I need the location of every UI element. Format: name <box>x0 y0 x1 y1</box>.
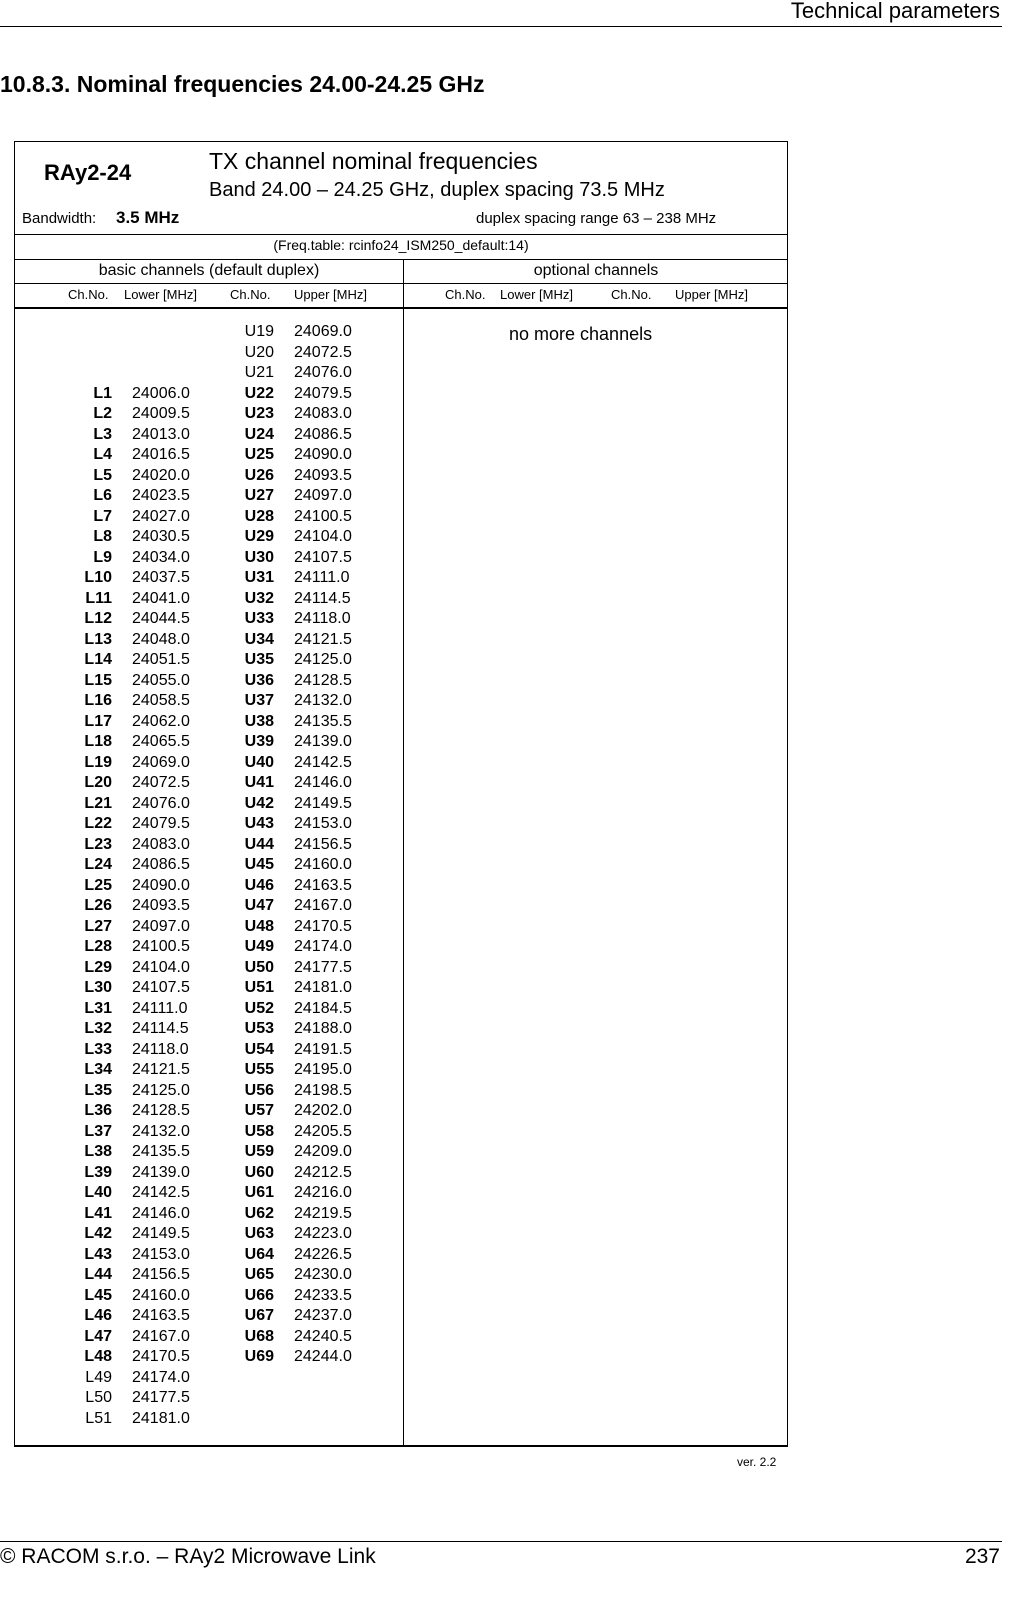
lower-channel-number: L9 <box>93 548 112 566</box>
lower-channel-frequency: 24016.5 <box>132 446 190 463</box>
lower-channel-frequency: 24167.0 <box>132 1327 190 1345</box>
lower-channel-number: L40 <box>84 1184 112 1201</box>
upper-channel-number: U44 <box>244 835 274 853</box>
upper-channel-number: U22 <box>244 384 274 402</box>
lower-channel-number: L37 <box>84 1122 112 1140</box>
upper-channel-frequency: 24149.5 <box>294 794 352 812</box>
upper-channel-frequency: 24163.5 <box>294 876 352 894</box>
lower-channel-number: L20 <box>84 774 112 791</box>
header-bottom-rule <box>15 307 787 309</box>
lower-channel-frequency: 24160.0 <box>132 1286 190 1304</box>
lower-channel-number: L14 <box>84 651 112 668</box>
lower-channel-number: L23 <box>84 835 112 853</box>
upper-channel-number: U49 <box>244 938 274 955</box>
lower-channel-number: L3 <box>93 425 112 443</box>
upper-channel-frequency: 24146.0 <box>294 774 352 791</box>
upper-channel-frequency: 24160.0 <box>294 856 352 873</box>
lower-channel-frequency: 24055.0 <box>132 671 190 689</box>
lower-channel-frequency: 24065.5 <box>132 733 190 750</box>
upper-channel-frequency: 24188.0 <box>294 1020 352 1037</box>
upper-channel-frequency: 24219.5 <box>294 1204 352 1222</box>
upper-channel-number: U46 <box>244 876 274 894</box>
lower-channel-number: L12 <box>84 610 112 627</box>
upper-channel-number: U64 <box>244 1245 274 1263</box>
lower-channel-number: L48 <box>84 1348 112 1365</box>
upper-channel-frequency: 24226.5 <box>294 1245 352 1263</box>
lower-channel-number: L45 <box>84 1286 112 1304</box>
lower-channel-number: L39 <box>84 1163 112 1181</box>
upper-channel-frequency: 24153.0 <box>294 815 352 832</box>
upper-channel-number: U67 <box>244 1307 274 1324</box>
lower-channel-number: L29 <box>84 958 112 976</box>
upper-channel-frequency: 24191.5 <box>294 1040 352 1058</box>
upper-channel-number: U41 <box>244 774 274 791</box>
lower-channel-number: L42 <box>84 1225 112 1242</box>
upper-channel-number: U61 <box>244 1184 274 1201</box>
upper-channel-number: U26 <box>244 466 274 484</box>
running-header: Technical parameters <box>790 0 1000 23</box>
lower-channel-number: L1 <box>93 384 112 402</box>
lower-channel-number: L8 <box>93 528 112 545</box>
upper-channel-frequency: 24195.0 <box>294 1061 352 1078</box>
col-header-upper: Upper [MHz] <box>294 287 367 302</box>
upper-channel-frequency: 24069.0 <box>294 323 352 340</box>
upper-channel-frequency: 24202.0 <box>294 1102 352 1119</box>
footer-rule <box>0 1541 1002 1542</box>
lower-channel-frequency: 24090.0 <box>132 876 190 894</box>
col-header-chno: Ch.No. <box>611 287 652 302</box>
upper-channel-frequency: 24223.0 <box>294 1225 352 1242</box>
upper-channel-number: U43 <box>244 815 274 832</box>
page-number: 237 <box>964 1545 1000 1568</box>
upper-channel-number: U57 <box>244 1102 274 1119</box>
upper-channel-frequency: 24125.0 <box>294 651 352 668</box>
upper-channel-frequency: 24170.5 <box>294 917 352 935</box>
upper-channel-frequency: 24135.5 <box>294 712 352 730</box>
upper-channel-frequency: 24086.5 <box>294 425 352 443</box>
lower-channel-frequency: 24076.0 <box>132 794 190 812</box>
lower-channel-number: L19 <box>84 753 112 771</box>
upper-channel-frequency: 24184.5 <box>294 999 352 1017</box>
lower-channel-number: L6 <box>93 487 112 504</box>
upper-channel-number: U45 <box>244 856 274 873</box>
upper-channel-number: U25 <box>244 446 274 463</box>
upper-channel-frequency: 24079.5 <box>294 384 352 402</box>
lower-channel-number: L35 <box>84 1081 112 1099</box>
upper-channel-frequency: 24072.5 <box>294 343 352 361</box>
upper-channel-number: U66 <box>244 1286 274 1304</box>
lower-channel-frequency: 24037.5 <box>132 569 190 586</box>
lower-channel-number: L33 <box>84 1040 112 1058</box>
upper-channel-frequency: 24104.0 <box>294 528 352 545</box>
upper-channel-number: U48 <box>244 917 274 935</box>
lower-channel-frequency: 24093.5 <box>132 897 190 914</box>
lower-channel-number: L15 <box>84 671 112 689</box>
upper-channel-number: U63 <box>244 1225 274 1242</box>
upper-channel-frequency: 24237.0 <box>294 1307 352 1324</box>
upper-channel-number: U54 <box>244 1040 274 1058</box>
upper-channel-number: U21 <box>244 364 274 381</box>
lower-channel-number: L28 <box>84 938 112 955</box>
lower-channel-number: L34 <box>84 1061 112 1078</box>
group-optional-header: optional channels <box>533 262 659 279</box>
lower-channel-frequency: 24177.5 <box>132 1389 190 1406</box>
upper-channel-number: U36 <box>244 671 274 689</box>
row-divider <box>15 283 787 284</box>
lower-channel-frequency: 24149.5 <box>132 1225 190 1242</box>
lower-channel-number: L44 <box>84 1266 112 1283</box>
bandwidth-value: 3.5 MHz <box>116 208 180 227</box>
lower-channel-number: L24 <box>84 856 112 873</box>
col-header-chno: Ch.No. <box>445 287 486 302</box>
lower-channel-number: L11 <box>85 589 112 607</box>
lower-channel-frequency: 24086.5 <box>132 856 190 873</box>
upper-channel-number: U53 <box>244 1020 274 1037</box>
group-basic-header: basic channels (default duplex) <box>98 262 320 279</box>
upper-channel-number: U59 <box>244 1143 274 1160</box>
upper-channel-frequency: 24114.5 <box>294 589 351 607</box>
lower-channel-frequency: 24044.5 <box>132 610 190 627</box>
col-header-chno: Ch.No. <box>68 287 109 302</box>
upper-channel-number: U51 <box>244 979 274 996</box>
upper-channel-frequency: 24230.0 <box>294 1266 352 1283</box>
lower-channel-frequency: 24163.5 <box>132 1307 190 1324</box>
version-label: ver. 2.2 <box>737 1455 777 1469</box>
row-divider <box>15 259 787 260</box>
upper-channel-number: U60 <box>244 1163 274 1181</box>
lower-channel-frequency: 24048.0 <box>132 630 190 648</box>
upper-channel-frequency: 24156.5 <box>294 835 352 853</box>
lower-channel-number: L26 <box>84 897 112 914</box>
table-title: TX channel nominal frequencies <box>209 148 538 174</box>
duplex-range: duplex spacing range 63 – 238 MHz <box>476 210 717 227</box>
lower-channel-frequency: 24128.5 <box>132 1102 190 1119</box>
upper-channel-number: U58 <box>244 1122 274 1140</box>
frequency-table <box>14 141 788 1447</box>
upper-channel-number: U42 <box>244 794 274 812</box>
lower-channel-number: L49 <box>85 1368 112 1386</box>
lower-channel-frequency: 24020.0 <box>132 466 190 484</box>
upper-channel-frequency: 24121.5 <box>294 630 352 648</box>
upper-channel-number: U38 <box>244 712 274 730</box>
upper-channel-number: U69 <box>244 1348 274 1365</box>
col-header-lower: Lower [MHz] <box>124 287 197 302</box>
lower-channel-number: L51 <box>85 1409 112 1427</box>
lower-channel-frequency: 24104.0 <box>132 958 190 976</box>
lower-channel-frequency: 24023.5 <box>132 487 190 504</box>
lower-channel-frequency: 24083.0 <box>132 835 190 853</box>
col-header-upper: Upper [MHz] <box>675 287 748 302</box>
upper-channel-number: U62 <box>244 1204 274 1222</box>
lower-channel-frequency: 24181.0 <box>132 1409 190 1427</box>
lower-channel-frequency: 24135.5 <box>132 1143 190 1160</box>
upper-channel-frequency: 24205.5 <box>294 1122 352 1140</box>
upper-channel-number: U65 <box>244 1266 274 1283</box>
band-line: Band 24.00 – 24.25 GHz, duplex spacing 73.5 MHz <box>209 179 665 201</box>
lower-channel-frequency: 24097.0 <box>132 917 190 935</box>
lower-channel-number: L38 <box>84 1143 112 1160</box>
upper-channel-number: U55 <box>244 1061 274 1078</box>
lower-channel-frequency: 24027.0 <box>132 507 190 525</box>
lower-channel-frequency: 24132.0 <box>132 1122 190 1140</box>
upper-channel-frequency: 24181.0 <box>294 979 352 996</box>
lower-channel-number: L5 <box>93 466 112 484</box>
section-title: 10.8.3. Nominal frequencies 24.00-24.25 GHz <box>0 71 485 97</box>
lower-channel-frequency: 24009.5 <box>132 405 190 422</box>
upper-channel-frequency: 24090.0 <box>294 446 352 463</box>
bandwidth-label: Bandwidth: <box>22 210 97 227</box>
lower-channel-number: L41 <box>84 1204 112 1222</box>
lower-channel-frequency: 24174.0 <box>132 1368 190 1386</box>
lower-channel-number: L18 <box>84 733 112 750</box>
upper-channel-frequency: 24216.0 <box>294 1184 352 1201</box>
lower-channel-frequency: 24079.5 <box>132 815 190 832</box>
upper-channel-number: U35 <box>244 651 274 668</box>
lower-channel-frequency: 24153.0 <box>132 1245 190 1263</box>
upper-channel-frequency: 24107.5 <box>294 548 352 566</box>
lower-channel-frequency: 24006.0 <box>132 384 190 402</box>
model-name: RAy2-24 <box>44 160 132 185</box>
lower-channel-frequency: 24111.0 <box>132 999 188 1017</box>
lower-channel-frequency: 24107.5 <box>132 979 190 996</box>
upper-channel-number: U27 <box>244 487 274 504</box>
upper-channel-frequency: 24128.5 <box>294 671 352 689</box>
lower-channel-frequency: 24100.5 <box>132 938 190 955</box>
no-more-channels: no more channels <box>509 324 653 344</box>
upper-channel-number: U47 <box>244 897 274 914</box>
lower-channel-number: L30 <box>84 979 112 996</box>
upper-channel-number: U39 <box>244 733 274 750</box>
lower-channel-number: L17 <box>84 712 112 730</box>
lower-channel-number: L27 <box>84 917 112 935</box>
lower-channel-number: L36 <box>84 1102 112 1119</box>
lower-channel-frequency: 24034.0 <box>132 548 190 566</box>
upper-channel-number: U34 <box>244 630 274 648</box>
upper-channel-number: U19 <box>244 323 274 340</box>
lower-channel-number: L47 <box>84 1327 112 1345</box>
upper-channel-frequency: 24198.5 <box>294 1081 352 1099</box>
upper-channel-frequency: 24244.0 <box>294 1348 352 1365</box>
lower-channel-frequency: 24030.5 <box>132 528 190 545</box>
upper-channel-frequency: 24209.0 <box>294 1143 352 1160</box>
upper-channel-frequency: 24132.0 <box>294 692 352 709</box>
upper-channel-number: U50 <box>244 958 274 976</box>
upper-channel-number: U40 <box>244 753 274 771</box>
lower-channel-frequency: 24121.5 <box>132 1061 190 1078</box>
upper-channel-frequency: 24233.5 <box>294 1286 352 1304</box>
lower-channel-number: L13 <box>84 630 112 648</box>
lower-channel-number: L46 <box>84 1307 112 1324</box>
upper-channel-frequency: 24177.5 <box>294 958 352 976</box>
upper-channel-number: U68 <box>244 1327 274 1345</box>
lower-channel-number: L32 <box>84 1020 112 1037</box>
lower-channel-frequency: 24118.0 <box>132 1040 189 1058</box>
lower-channel-frequency: 24156.5 <box>132 1266 190 1283</box>
lower-channel-frequency: 24142.5 <box>132 1184 190 1201</box>
row-divider <box>15 234 787 235</box>
upper-channel-number: U52 <box>244 999 274 1017</box>
lower-channel-number: L4 <box>93 446 112 463</box>
lower-channel-number: L7 <box>93 507 112 525</box>
upper-channel-frequency: 24212.5 <box>294 1163 352 1181</box>
lower-channel-number: L31 <box>84 999 112 1017</box>
upper-channel-number: U31 <box>244 569 274 586</box>
col-header-chno: Ch.No. <box>230 287 271 302</box>
column-divider <box>403 259 404 1446</box>
lower-channel-number: L22 <box>84 815 112 832</box>
upper-channel-frequency: 24111.0 <box>294 569 350 586</box>
lower-channel-number: L21 <box>84 794 112 812</box>
upper-channel-number: U23 <box>244 405 274 422</box>
lower-channel-frequency: 24170.5 <box>132 1348 190 1365</box>
upper-channel-number: U56 <box>244 1081 274 1099</box>
upper-channel-frequency: 24083.0 <box>294 405 352 422</box>
freq-table-id: (Freq.table: rcinfo24_ISM250_default:14) <box>273 237 529 253</box>
upper-channel-number: U30 <box>244 548 274 566</box>
upper-channel-number: U20 <box>244 343 274 361</box>
lower-channel-frequency: 24114.5 <box>132 1020 189 1037</box>
lower-channel-number: L10 <box>84 569 112 586</box>
lower-channel-number: L25 <box>84 876 112 894</box>
upper-channel-frequency: 24100.5 <box>294 507 352 525</box>
lower-channel-frequency: 24069.0 <box>132 753 190 771</box>
lower-channel-number: L2 <box>93 405 112 422</box>
upper-channel-number: U37 <box>244 692 274 709</box>
upper-channel-number: U33 <box>244 610 274 627</box>
upper-channel-number: U32 <box>244 589 274 607</box>
lower-channel-frequency: 24146.0 <box>132 1204 190 1222</box>
lower-channel-frequency: 24072.5 <box>132 774 190 791</box>
footer-copyright: © RACOM s.r.o. – RAy2 Microwave Link <box>0 1545 376 1568</box>
lower-channel-number: L16 <box>84 692 112 709</box>
upper-channel-frequency: 24240.5 <box>294 1327 352 1345</box>
lower-channel-frequency: 24041.0 <box>132 589 190 607</box>
upper-channel-frequency: 24093.5 <box>294 466 352 484</box>
upper-channel-frequency: 24118.0 <box>294 610 351 627</box>
upper-channel-frequency: 24076.0 <box>294 364 352 381</box>
upper-channel-number: U24 <box>244 425 274 443</box>
lower-channel-frequency: 24058.5 <box>132 692 190 709</box>
lower-channel-number: L43 <box>84 1245 112 1263</box>
upper-channel-frequency: 24174.0 <box>294 938 352 955</box>
col-header-lower: Lower [MHz] <box>500 287 573 302</box>
lower-channel-frequency: 24013.0 <box>132 425 190 443</box>
header-rule <box>0 26 1002 27</box>
upper-channel-frequency: 24142.5 <box>294 753 352 771</box>
lower-channel-frequency: 24125.0 <box>132 1081 190 1099</box>
upper-channel-frequency: 24097.0 <box>294 487 352 504</box>
lower-channel-frequency: 24051.5 <box>132 651 190 668</box>
upper-channel-number: U28 <box>244 507 274 525</box>
lower-channel-frequency: 24139.0 <box>132 1163 190 1181</box>
lower-channel-number: L50 <box>85 1389 112 1406</box>
upper-channel-number: U29 <box>244 528 274 545</box>
upper-channel-frequency: 24167.0 <box>294 897 352 914</box>
upper-channel-frequency: 24139.0 <box>294 733 352 750</box>
lower-channel-frequency: 24062.0 <box>132 712 190 730</box>
